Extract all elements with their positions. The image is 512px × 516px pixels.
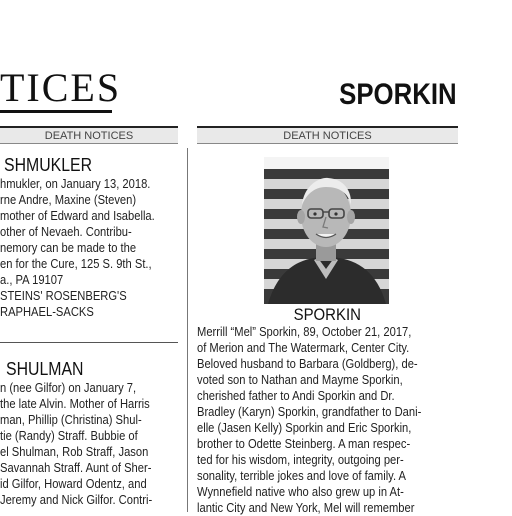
text-line: en for the Cure, 125 S. 9th St., [0, 256, 152, 271]
text-line: rne Andre, Maxine (Steven) [0, 192, 137, 207]
page-title-right: SPORKIN [339, 78, 457, 111]
text-line: lantic City and New York, Mel will remember [197, 500, 415, 515]
text-line: Bradley (Karyn) Sporkin, grandfather to Dani- [197, 404, 422, 419]
text-line: Jeremy and Nick Gilfor. Contri- [0, 492, 153, 507]
text-line: RAPHAEL-SACKS [0, 304, 94, 319]
text-line: a., PA 19107 [0, 272, 64, 287]
column-divider [187, 148, 188, 512]
feature-notice-text [197, 324, 458, 516]
text-line: mother of Edward and Isabella. [0, 208, 155, 223]
text-line: brother to Odette Steinberg. A man respec- [197, 436, 411, 451]
notice-name: SHULMAN [6, 359, 84, 379]
text-line: Savannah Straff. Aunt of Sher- [0, 460, 152, 475]
text-line: Merrill “Mel” Sporkin, 89, October 21, 2017, [197, 324, 412, 339]
text-line: Wynnefield native who also grew up in At- [197, 484, 404, 499]
page-title-left: TICES [0, 65, 122, 110]
text-line: STEINS' ROSENBERG'S [0, 288, 127, 303]
text-line: n (nee Gilfor) on January 7, [0, 380, 137, 395]
text-line: tie (Randy) Straff. Bubbie of [0, 428, 138, 443]
section-header-left: DEATH NOTICES [0, 126, 178, 144]
text-line: voted son to Nathan and Mayme Sporkin, [197, 372, 403, 387]
text-line: nemory can be made to the [0, 240, 137, 255]
text-line: sonality, terrible jokes and love of family. A [197, 468, 407, 483]
notice-shulman [6, 360, 94, 378]
photo-caption-text: SPORKIN [293, 305, 362, 324]
title-underline [0, 110, 112, 113]
text-line: elle (Jasen Kelly) Sporkin and Eric Sporkin, [197, 420, 412, 435]
text-line: man, Phillip (Christina) Shul- [0, 412, 142, 427]
text-line: id Gilfor, Howard Odentz, and [0, 476, 147, 491]
notice-name: SHMUKLER [4, 155, 93, 175]
left-column [0, 148, 182, 512]
section-header-right: DEATH NOTICES [197, 126, 458, 144]
notice-shulman-text [0, 380, 152, 508]
notice-shmukler-text [0, 176, 155, 320]
text-line: el Shulman, Rob Straff, Jason [0, 444, 149, 459]
text-line: other of Nevaeh. Contribu- [0, 224, 132, 239]
text-line: Beloved husband to Barbara (Goldberg), de- [197, 356, 418, 371]
notice-shmukler [4, 156, 104, 174]
text-line: of Merion and The Watermark, Center City. [197, 340, 410, 355]
portrait-illustration [264, 157, 389, 304]
photo-caption [197, 306, 458, 323]
text-line: hmukler, on January 13, 2018. [0, 176, 151, 191]
notice-separator [0, 342, 178, 343]
portrait-photo [264, 157, 389, 304]
text-line: cherished father to Andi Sporkin and Dr. [197, 388, 395, 403]
text-line: the late Alvin. Mother of Harris [0, 396, 150, 411]
text-line: ted for his wisdom, integrity, outgoing per- [197, 452, 404, 467]
